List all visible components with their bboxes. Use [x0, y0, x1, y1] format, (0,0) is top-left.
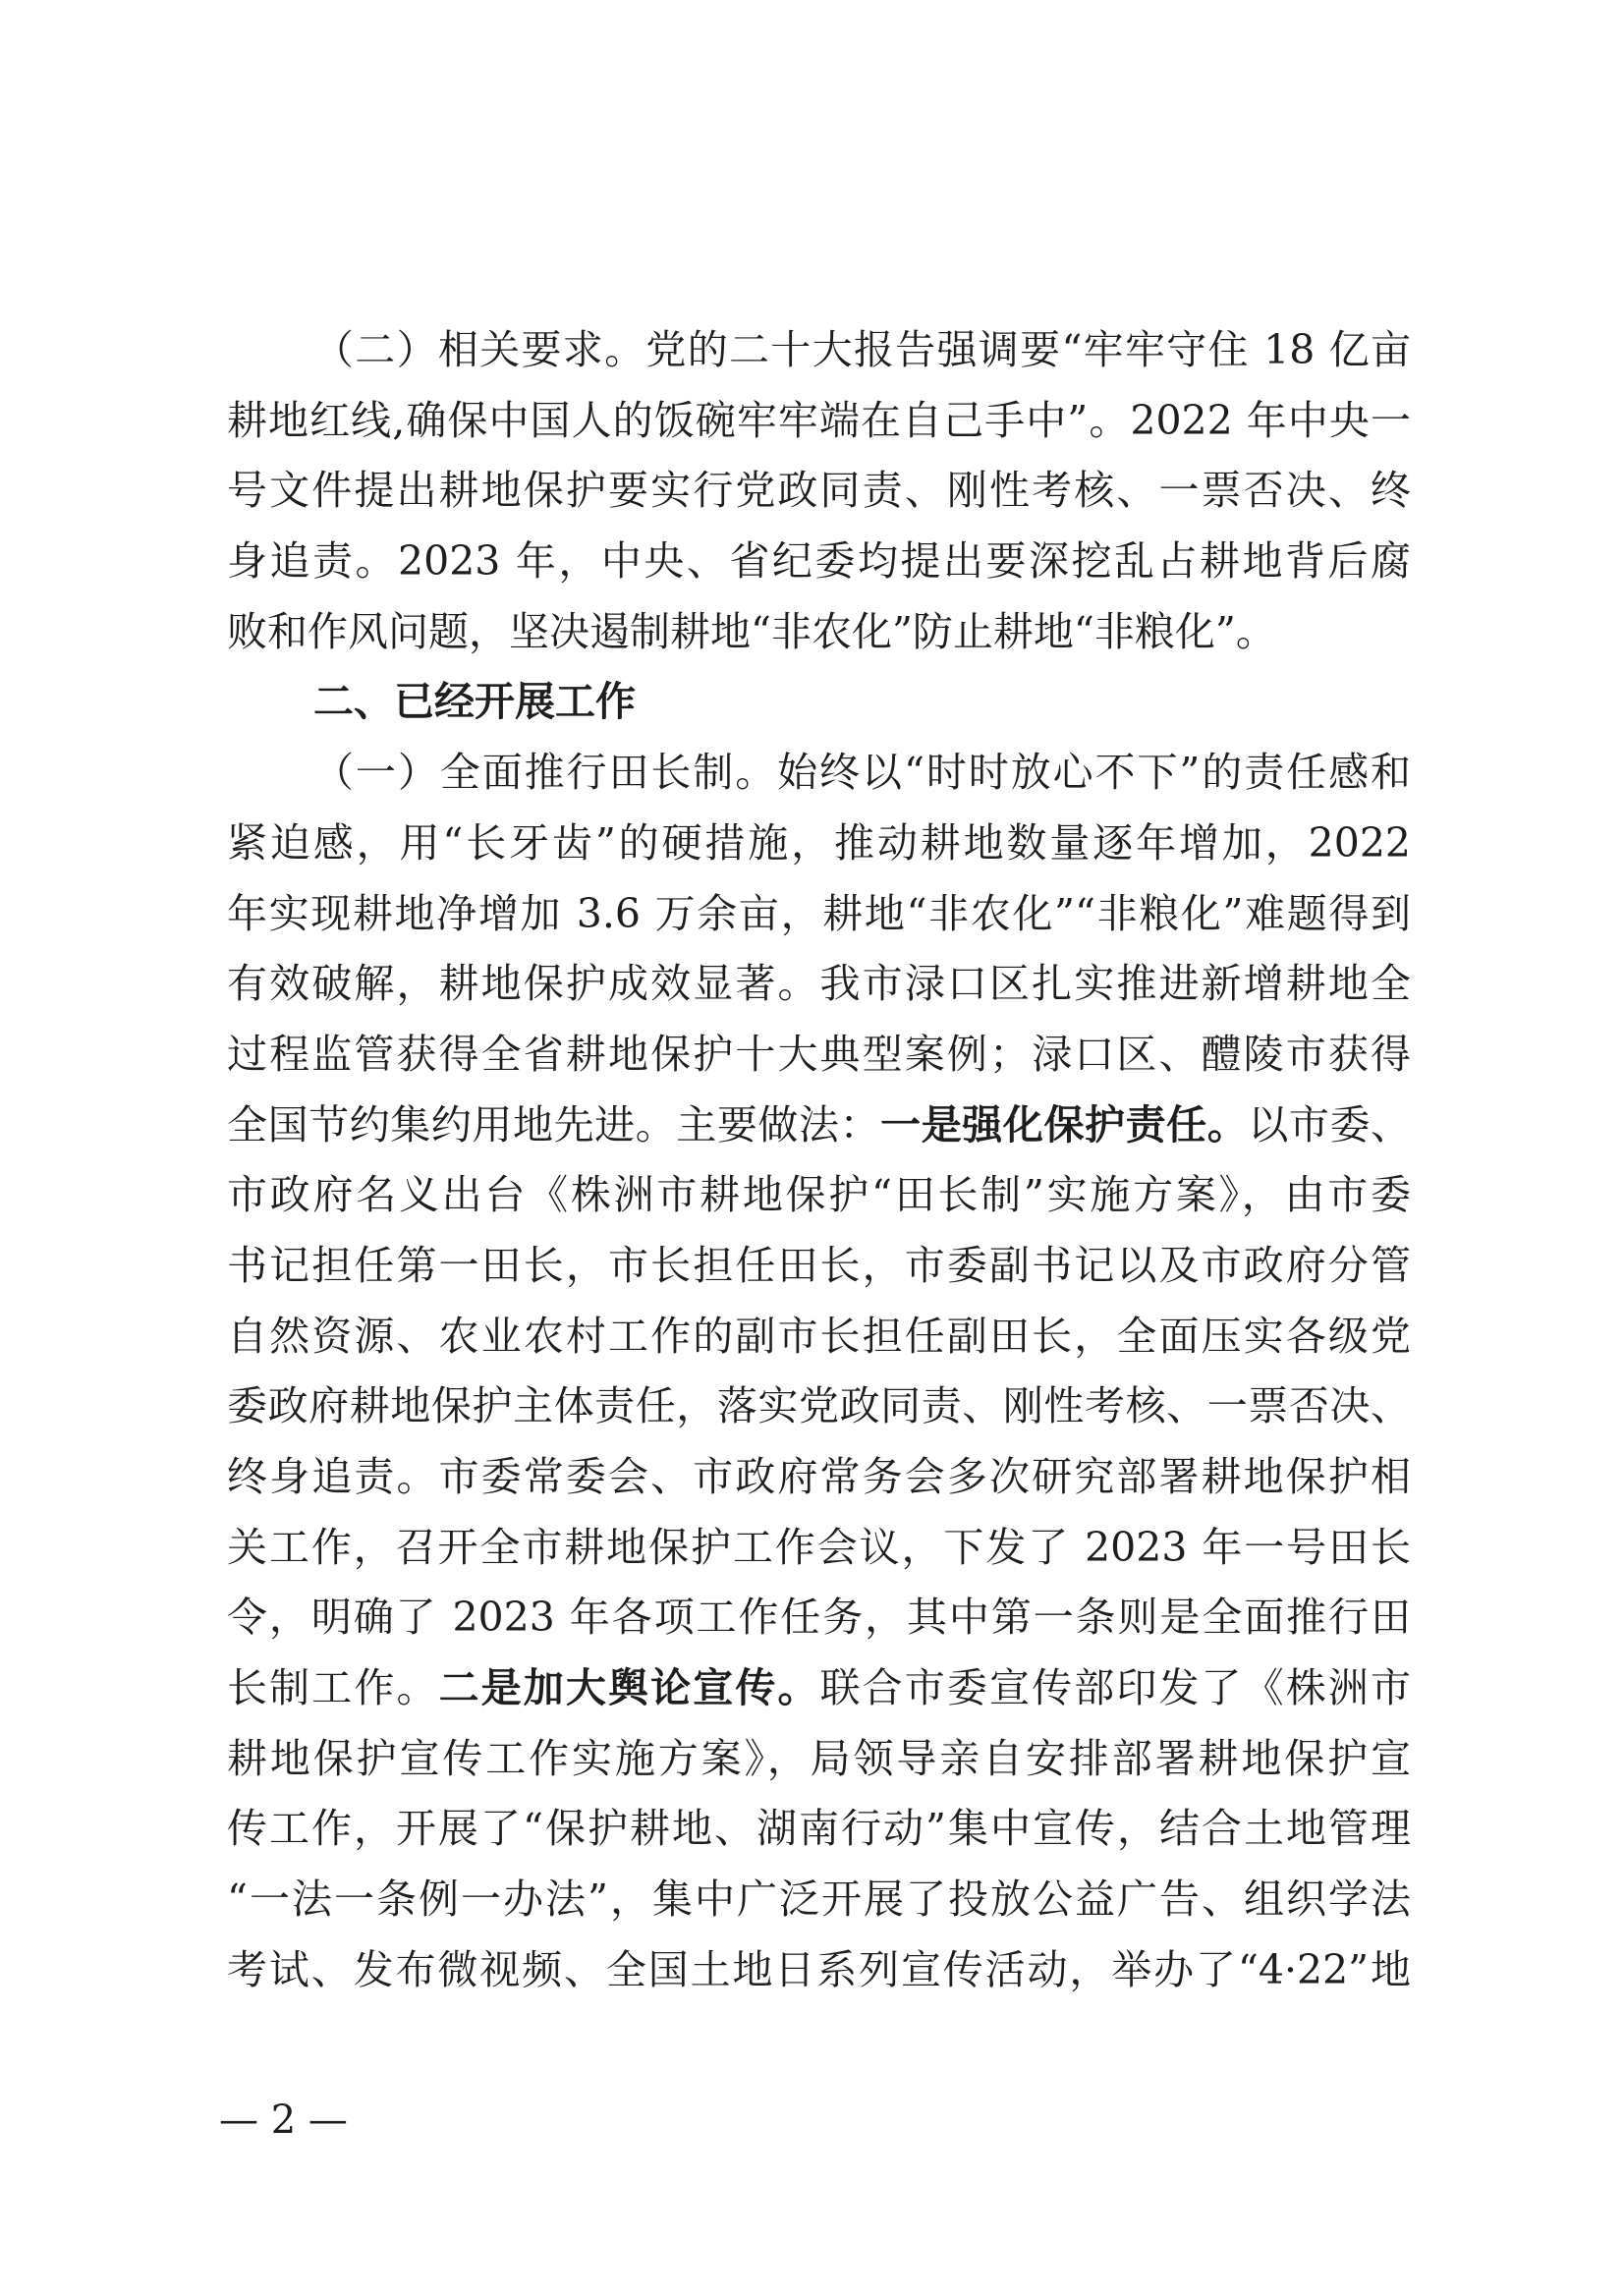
emphasis-text: 二是加大舆论宣传。	[438, 1664, 820, 1712]
body-line: “一法一条例一办法”，集中广泛开展了投放公益广告、组织学法	[227, 1875, 1411, 1924]
body-line: 耕地红线,确保中国人的饭碗牢牢端在自己手中”。2022 年中央一	[227, 396, 1411, 444]
document-body	[227, 315, 1411, 2006]
body-line: 过程监管获得全省耕地保护十大典型案例；渌口区、醴陵市获得	[227, 1030, 1411, 1078]
body-line: 紧迫感，用“长牙齿”的硬措施，推动耕地数量逐年增加，2022	[227, 818, 1411, 867]
body-line: 令，明确了 2023 年各项工作任务，其中第一条则是全面推行田	[227, 1594, 1411, 1642]
body-line	[227, 1091, 1411, 1161]
body-line	[227, 1653, 1411, 1724]
body-line: 耕地保护宣传工作实施方案》，局领导亲自安排部署耕地保护宣	[227, 1734, 1411, 1782]
body-line: 考试、发布微视频、全国土地日系列宣传活动，举办了“4·22”地	[227, 1945, 1411, 1993]
body-text: 联合市委宣传部印发了《株洲市	[819, 1664, 1412, 1712]
body-line: 自然资源、农业农村工作的副市长担任副田长，全面压实各级党	[227, 1312, 1411, 1360]
body-line: 委政府耕地保护主体责任，落实党政同责、刚性考核、一票否决、	[227, 1382, 1411, 1430]
body-line: 败和作风问题，坚决遏制耕地“非农化”防止耕地“非粮化”。	[227, 607, 1276, 655]
body-line: 号文件提出耕地保护要实行党政同责、刚性考核、一票否决、终	[227, 467, 1411, 515]
paragraph-requirements	[227, 315, 1411, 667]
body-line: 市政府名义出台《株洲市耕地保护“田长制”实施方案》，由市委	[227, 1171, 1411, 1219]
body-text: 以市委、	[1248, 1100, 1412, 1148]
emphasis-text: 一是强化保护责任。	[880, 1100, 1249, 1148]
body-text: 长制工作。	[227, 1664, 439, 1712]
body-line: 年实现耕地净增加 3.6 万余亩，耕地“非农化”“非粮化”难题得到	[227, 889, 1411, 937]
body-line: 终身追责。市委常委会、市政府常务会多次研究部署耕地保护相	[227, 1453, 1411, 1500]
body-line: 书记担任第一田长，市长担任田长，市委副书记以及市政府分管	[227, 1241, 1411, 1289]
paragraph-field-chief	[227, 738, 1411, 2005]
body-line: （一）全面推行田长制。始终以“时时放心不下”的责任感和	[313, 749, 1411, 797]
body-line: （二）相关要求。党的二十大报告强调要“牢牢守住 18 亿亩	[313, 326, 1411, 373]
body-line: 有效破解，耕地保护成效显著。我市渌口区扎实推进新增耕地全	[227, 960, 1411, 1008]
body-line: 关工作，召开全市耕地保护工作会议，下发了 2023 年一号田长	[227, 1523, 1411, 1571]
body-line: 身追责。2023 年，中央、省纪委均提出要深挖乱占耕地背后腐	[227, 537, 1411, 586]
section-heading: 二、已经开展工作	[313, 678, 636, 726]
body-line: 传工作，开展了“保护耕地、湖南行动”集中宣传，结合土地管理	[227, 1805, 1411, 1853]
page-number: — 2 —	[219, 2098, 348, 2143]
body-text: 全国节约集约用地先进。主要做法：	[227, 1100, 881, 1148]
